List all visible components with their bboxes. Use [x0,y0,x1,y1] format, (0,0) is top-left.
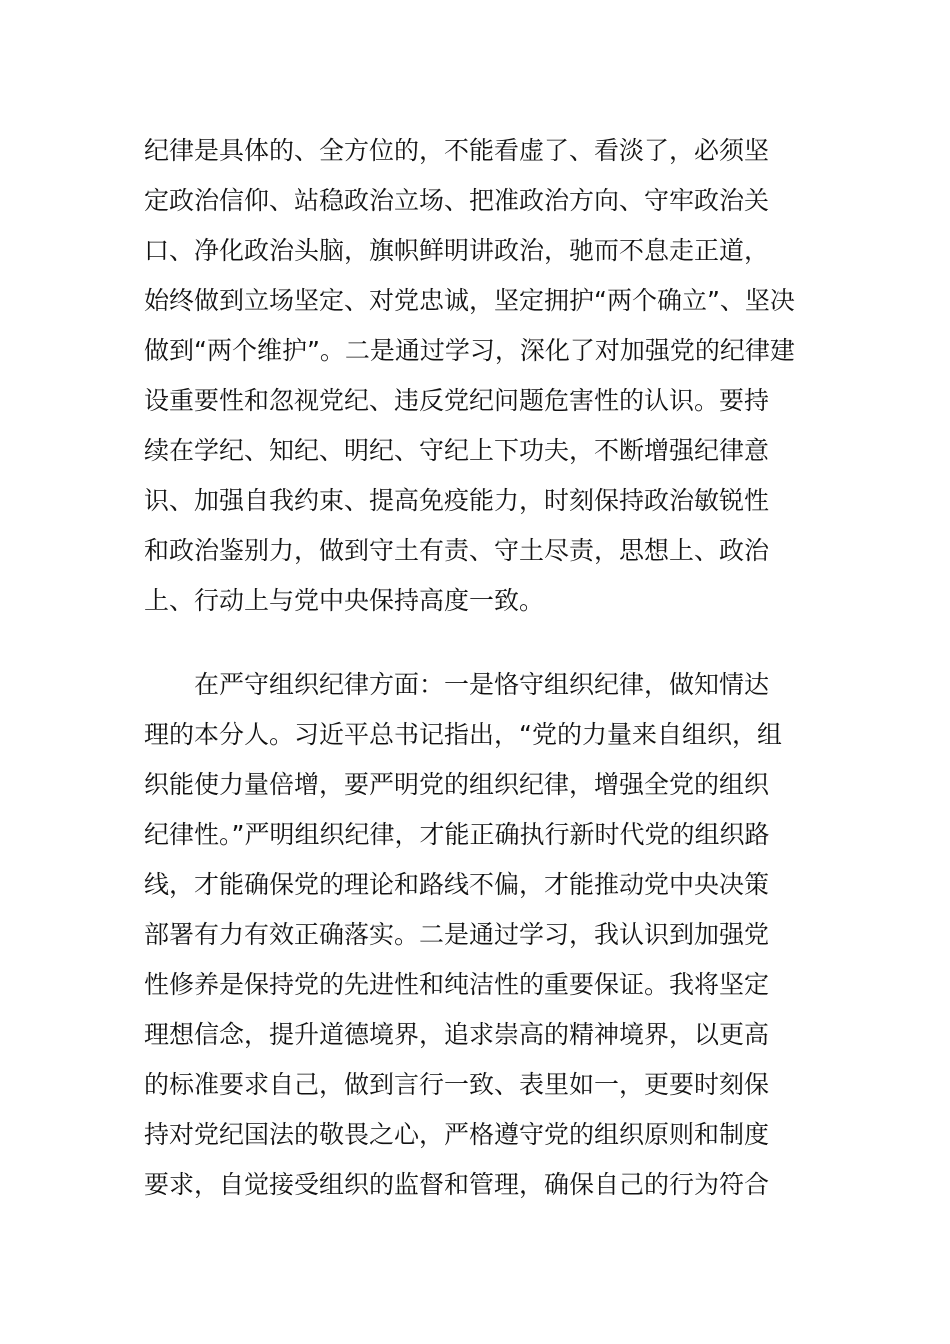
text-line: 始终做到立场坚定、对党忠诚，坚定拥护“两个确立”、坚决 [144,286,795,315]
text-line: 纪律是具体的、全方位的，不能看虚了、看淡了，必须坚 [144,136,770,165]
text-line: 续在学纪、知纪、明纪、守纪上下功夫，不断增强纪律意 [144,436,770,465]
text-line: 的标准要求自己，做到言行一致、表里如一，更要时刻保 [144,1070,770,1099]
paragraph-1 [144,126,806,626]
text-line: 持对党纪国法的敬畏之心，严格遵守党的组织原则和制度 [144,1120,770,1149]
text-line: 做到“两个维护”。二是通过学习，深化了对加强党的纪律建 [144,336,795,365]
text-line: 线，才能确保党的理论和路线不偏，才能推动党中央决策 [144,870,770,899]
text-line: 纪律性。”严明组织纪律，才能正确执行新时代党的组织路 [144,820,770,849]
text-line: 在严守组织纪律方面：一是恪守组织纪律，做知情达 [144,670,770,699]
text-line: 理的本分人。习近平总书记指出，“党的力量来自组织，组 [144,720,782,749]
text-line: 识、加强自我约束、提高免疫能力，时刻保持政治敏锐性 [144,486,770,515]
text-line: 性修养是保持党的先进性和纯洁性的重要保证。我将坚定 [144,970,770,999]
text-line: 设重要性和忽视党纪、违反党纪问题危害性的认识。要持 [144,386,770,415]
text-line: 和政治鉴别力，做到守土有责、守土尽责，思想上、政治 [144,536,770,565]
text-line: 织能使力量倍增，要严明党的组织纪律，增强全党的组织 [144,770,770,799]
text-line: 理想信念，提升道德境界，追求崇高的精神境界，以更高 [144,1020,770,1049]
text-line: 口、净化政治头脑，旗帜鲜明讲政治，驰而不息走正道， [144,236,770,265]
text-line: 要求，自觉接受组织的监督和管理，确保自己的行为符合 [144,1170,770,1199]
text-line: 定政治信仰、站稳政治立场、把准政治方向、守牢政治关 [144,186,770,215]
paragraph-2 [144,660,806,1210]
text-line: 部署有力有效正确落实。二是通过学习，我认识到加强党 [144,920,770,949]
text-line: 上、行动上与党中央保持高度一致。 [144,586,545,615]
